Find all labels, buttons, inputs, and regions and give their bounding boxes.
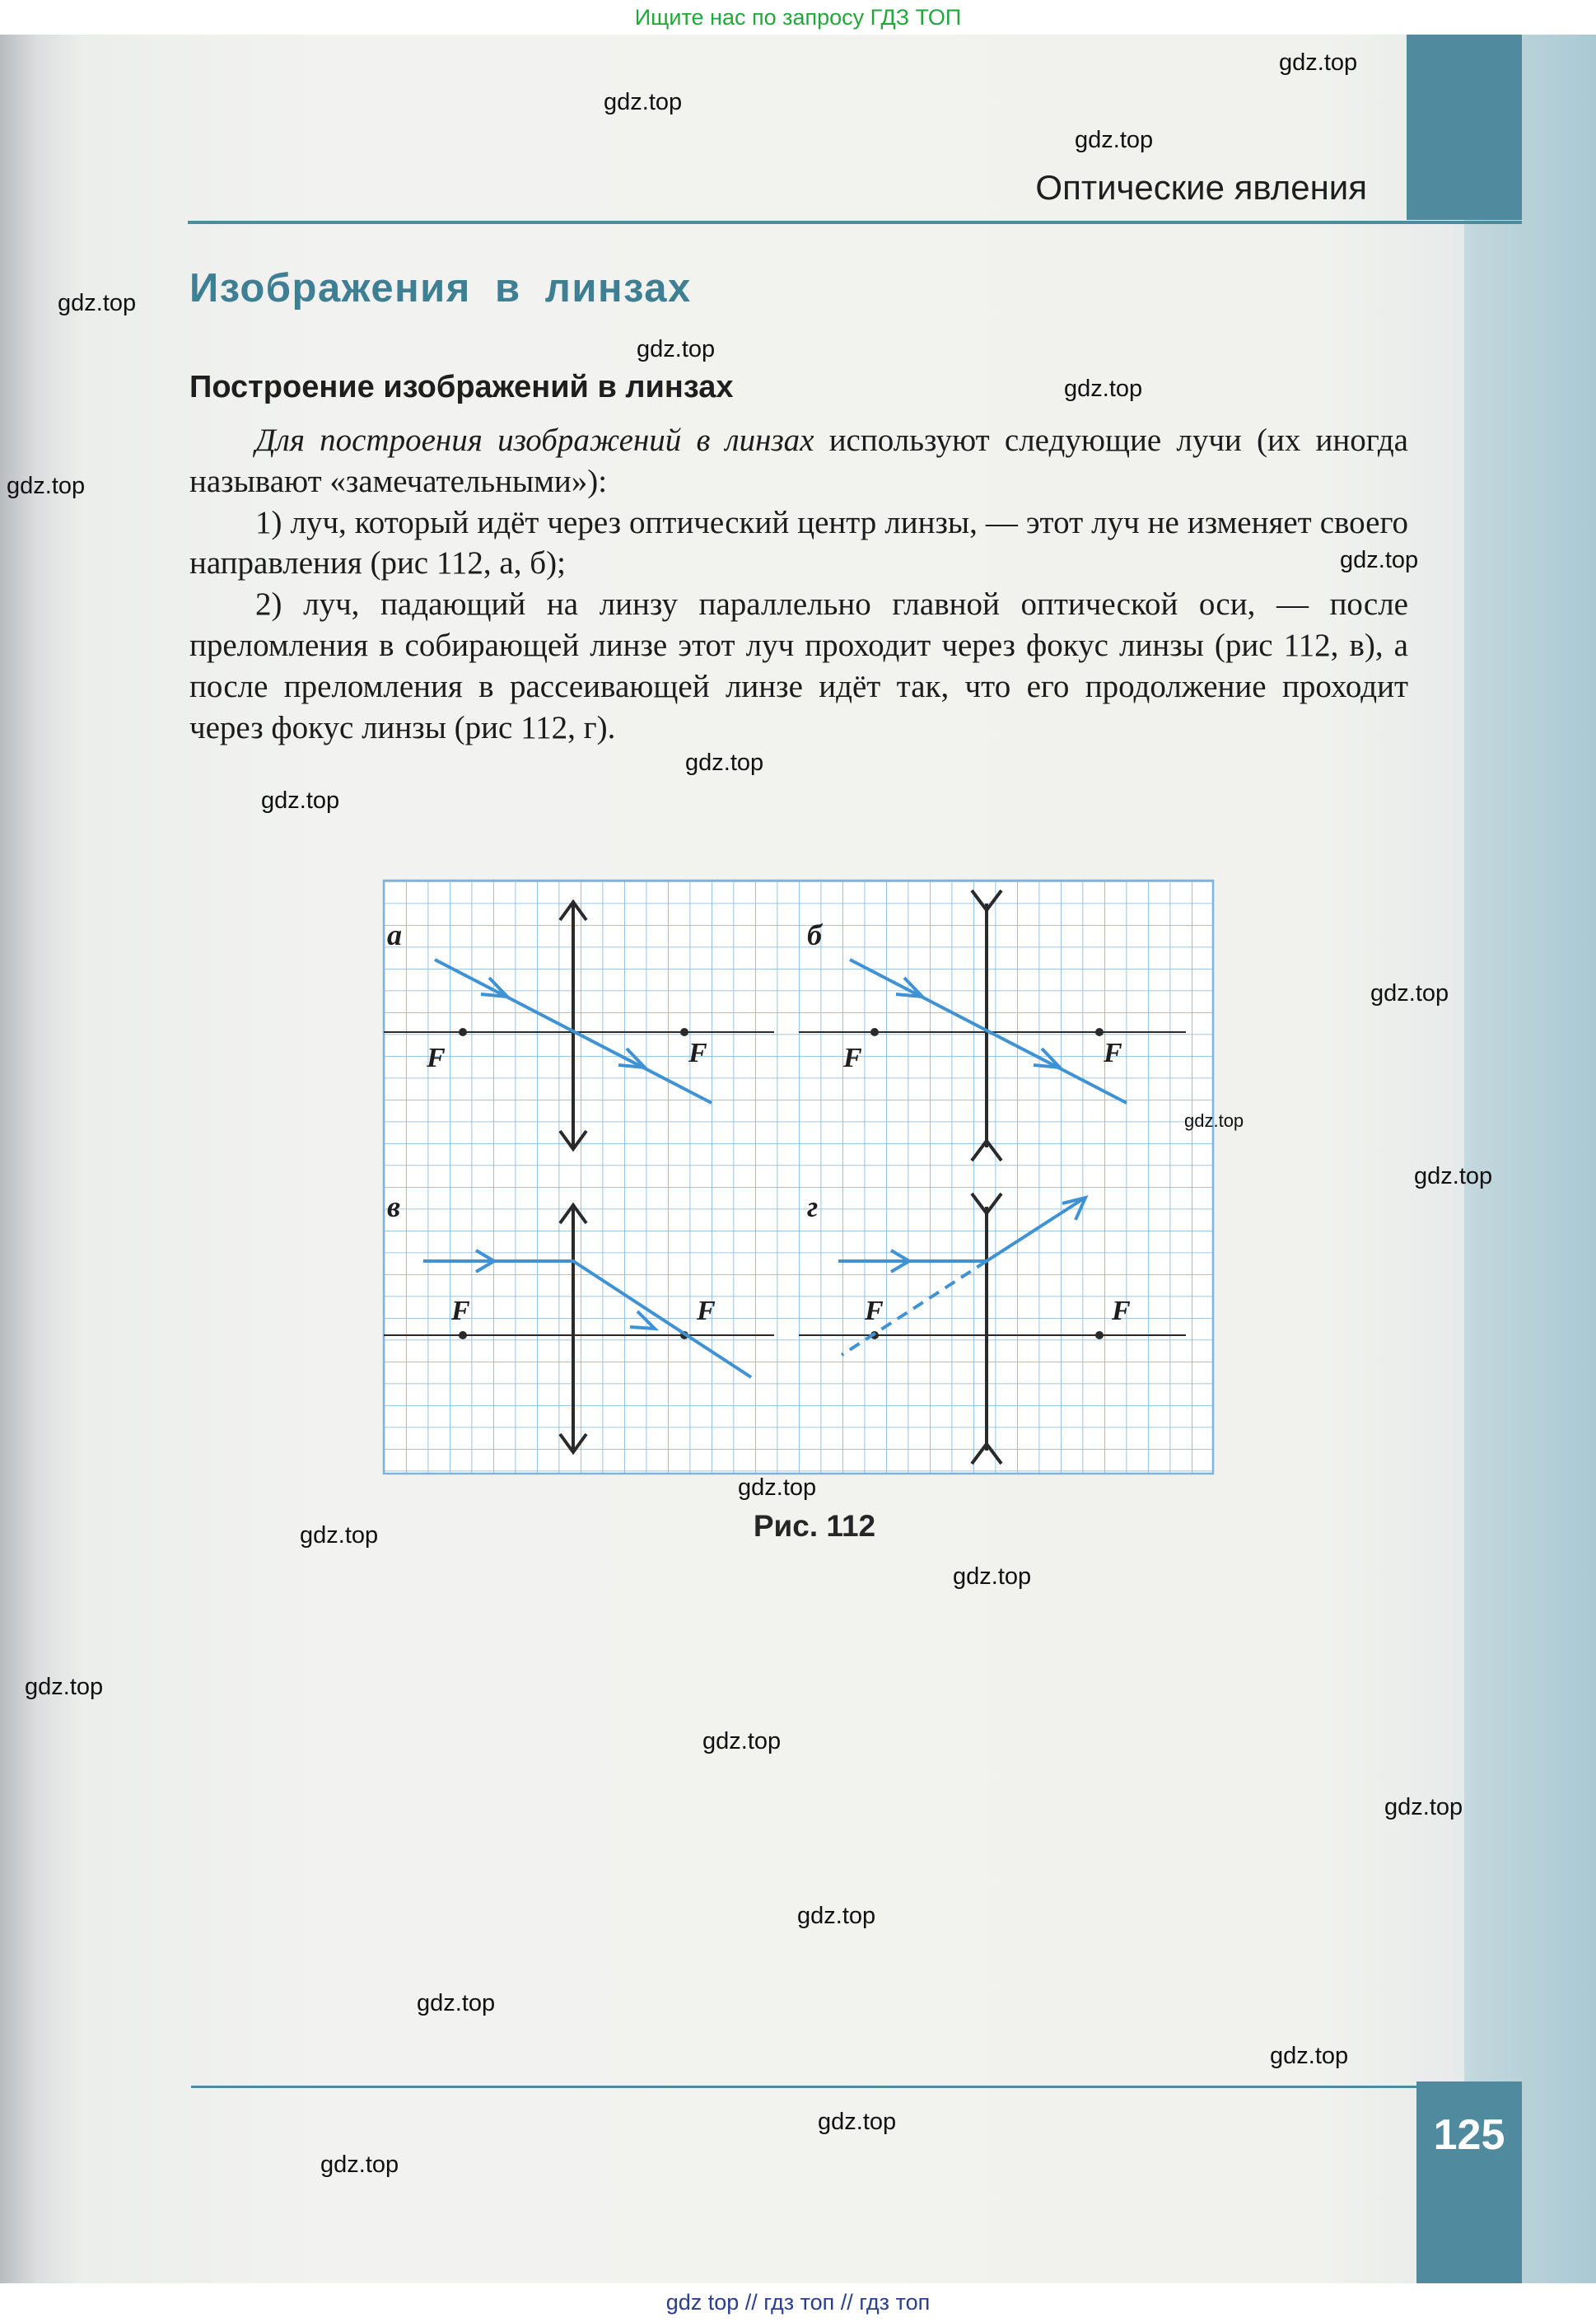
- panel-g-focus-right-label: F: [1112, 1296, 1131, 1326]
- watermark[interactable]: gdz.top: [1270, 2043, 1349, 2069]
- panel-b-focus-left-dot: [870, 1028, 879, 1036]
- watermark[interactable]: gdz.top: [604, 89, 683, 115]
- intro-lead: Для построения изображений в линзах: [255, 423, 814, 458]
- header-color-tab: [1407, 35, 1522, 220]
- panel-v-focus-left-dot: [459, 1331, 467, 1339]
- watermark[interactable]: gdz.top: [637, 336, 716, 362]
- panel-b-focus-right-dot: [1095, 1028, 1104, 1036]
- top-banner[interactable]: Ищите нас по запросу ГДЗ ТОП: [0, 0, 1596, 35]
- ray-rule-2: 2) луч, падающий на линзу параллельно главной оптической оси, — после преломления в собирающей линзе этот луч проходит через фокус линзы (рис 112, в), а после преломления в рассеивающей линзе идёт так, что его продолжение проходит через фокус линзы (рис 112, г).: [189, 586, 1408, 745]
- panel-b-label: б: [807, 918, 822, 951]
- lens-figure: [362, 838, 1235, 1480]
- panel-g-focus-right-dot: [1095, 1331, 1104, 1339]
- panel-a-focus-right-label: F: [688, 1038, 707, 1068]
- panel-g-focus-left-label: F: [865, 1296, 884, 1326]
- watermark[interactable]: gdz.top: [1414, 1163, 1493, 1189]
- watermark[interactable]: gdz.top: [797, 1903, 876, 1929]
- watermark[interactable]: gdz.top: [261, 787, 340, 814]
- watermark[interactable]: gdz.top: [1064, 376, 1143, 402]
- watermark[interactable]: gdz.top: [1184, 1110, 1244, 1131]
- body-text: [189, 420, 1408, 748]
- panel-a-focus-right-dot: [680, 1028, 688, 1036]
- panel-a-label: а: [387, 918, 402, 951]
- watermark[interactable]: gdz.top: [953, 1563, 1032, 1590]
- ray-rule-1: 1) луч, который идёт через оптический центр линзы, — этот луч не изменяет своего направления (рис 112, а, б);: [189, 504, 1408, 582]
- section-title: Оптические явления: [1035, 168, 1367, 207]
- watermark[interactable]: gdz.top: [1075, 127, 1154, 153]
- panel-v-focus-left-label: F: [451, 1296, 470, 1326]
- book-page: [0, 35, 1596, 2283]
- panel-a-focus-left-dot: [459, 1028, 467, 1036]
- intro-rest: используют следующие лучи (их иногда называют «замечательными»):: [189, 423, 1408, 499]
- panel-v-label: в: [387, 1190, 401, 1223]
- page-number: 125: [1433, 2111, 1505, 2159]
- page-edge-strip: [1464, 35, 1596, 2283]
- watermark[interactable]: gdz.top: [685, 750, 764, 776]
- watermark[interactable]: gdz.top: [1279, 49, 1358, 76]
- panel-g-label: г: [807, 1190, 819, 1223]
- panel-b-focus-right-label: F: [1104, 1038, 1122, 1068]
- watermark[interactable]: gdz.top: [58, 290, 137, 316]
- bottom-banner[interactable]: gdz top // гдз топ // гдз топ: [0, 2283, 1596, 2322]
- figure-grid: [384, 881, 1213, 1474]
- intro-paragraph: [189, 420, 1408, 502]
- panel-v-focus-right-label: F: [697, 1296, 716, 1326]
- watermark[interactable]: gdz.top: [25, 1674, 104, 1700]
- figure-caption: Рис. 112: [753, 1509, 876, 1543]
- footer-rule: [191, 2086, 1416, 2088]
- watermark[interactable]: gdz.top: [300, 1522, 379, 1549]
- subtopic-title: Построение изображений в линзах: [189, 370, 734, 404]
- watermark[interactable]: gdz.top: [818, 2109, 897, 2135]
- watermark[interactable]: gdz.top: [1340, 547, 1419, 573]
- watermark[interactable]: gdz.top: [738, 1474, 817, 1501]
- watermark[interactable]: gdz.top: [320, 2151, 399, 2178]
- topic-title: Изображения в линзах: [189, 266, 692, 311]
- header-rule: [188, 221, 1522, 224]
- watermark[interactable]: gdz.top: [1370, 980, 1449, 1007]
- watermark[interactable]: gdz.top: [417, 1990, 496, 2016]
- watermark[interactable]: gdz.top: [702, 1728, 782, 1754]
- watermark[interactable]: gdz.top: [7, 473, 86, 499]
- panel-a-focus-left-label: F: [427, 1043, 446, 1073]
- watermark[interactable]: gdz.top: [1384, 1794, 1463, 1820]
- panel-b-focus-left-label: F: [843, 1043, 862, 1073]
